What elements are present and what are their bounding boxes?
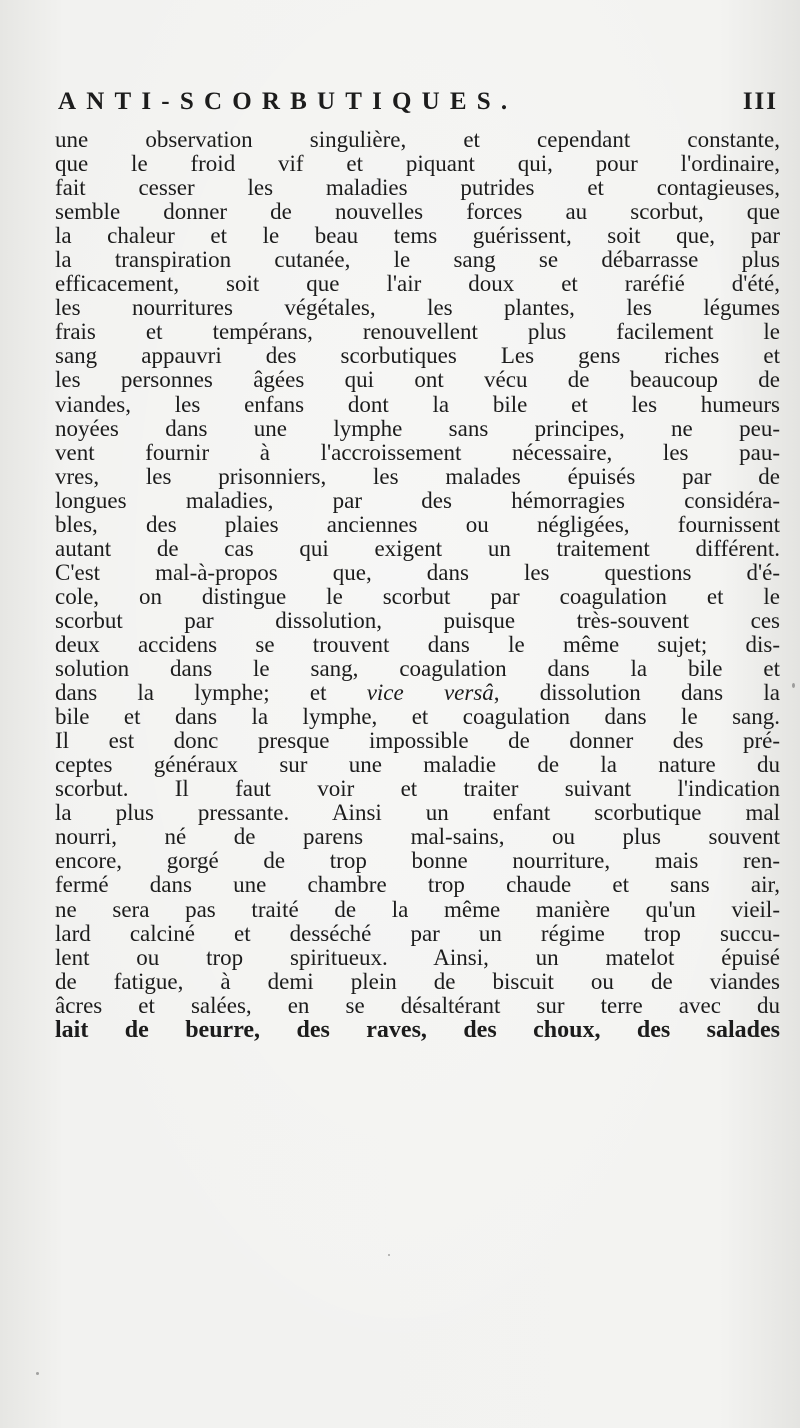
text-line: âcres et salées, en se désaltérant sur terre avec du	[55, 992, 780, 1018]
text-line: vres, les prisonniers, les malades épuisés par de	[55, 463, 780, 489]
text-line: scorbut par dissolution, puisque très-souvent ces	[55, 607, 780, 633]
text-line: une observation singulière, et cependant constante,	[55, 127, 780, 152]
text-line: les personnes âgées qui ont vécu de beaucoup de	[55, 367, 780, 393]
paper-speck	[36, 1372, 39, 1375]
text-line: bles, des plaies anciennes ou négligées, fournissent	[55, 511, 780, 537]
text-line: vent fournir à l'accroissement nécessaire, les pau-	[55, 439, 780, 465]
text-line: fermé dans une chambre trop chaude et sans air,	[55, 872, 780, 898]
text-line: frais et tempérans, renouvellent plus facilement le	[55, 319, 780, 345]
text-line: lard calciné et desséché par un régime trop succu-	[55, 920, 780, 946]
text-line: scorbut. Il faut voir et traiter suivant l'indication	[55, 776, 780, 802]
text-line: noyées dans une lymphe sans principes, ne peu-	[55, 415, 780, 441]
text-line: viandes, les enfans dont la bile et les humeurs	[55, 391, 780, 417]
text-line: lait de beurre, des raves, des choux, des salades	[55, 1016, 780, 1043]
text-line: la chaleur et le beau tems guérissent, soit que, par	[55, 223, 780, 249]
text-line: la plus pressante. Ainsi un enfant scorbutique mal	[55, 800, 780, 826]
paper-speck	[792, 683, 795, 688]
text-line: cole, on distingue le scorbut par coagulation et le	[55, 583, 780, 609]
text-line: Il est donc presque impossible de donner des pré-	[55, 728, 780, 754]
text-line: lent ou trop spiritueux. Ainsi, un matelot épuisé	[55, 944, 780, 970]
paper-speck	[388, 1254, 390, 1256]
text-line: que le froid vif et piquant qui, pour l'ordinaire,	[55, 151, 780, 177]
text-line: efficacement, soit que l'air doux et raréfié d'été,	[55, 271, 780, 297]
text-line: de fatigue, à demi plein de biscuit ou de viandes	[55, 968, 780, 994]
text-line: bile et dans la lymphe, et coagulation dans le sang.	[55, 704, 780, 730]
text-line: deux accidens se trouvent dans le même sujet; dis-	[55, 631, 780, 657]
page-number: III	[742, 88, 778, 115]
body-text	[55, 128, 780, 1042]
text-line: fait cesser les maladies putrides et contagieuses,	[55, 175, 780, 201]
text-line: sang appauvri des scorbutiques Les gens riches et	[55, 343, 780, 369]
text-line: encore, gorgé de trop bonne nourriture, mais ren-	[55, 848, 780, 874]
text-line: solution dans le sang, coagulation dans la bile et	[55, 656, 780, 682]
page-header	[58, 88, 778, 124]
text-line: la transpiration cutanée, le sang se débarrasse plus	[55, 247, 780, 273]
text-line: semble donner de nouvelles forces au scorbut, que	[55, 199, 780, 225]
italic-phrase: vice versâ	[366, 680, 494, 706]
text-line: C'est mal-à-propos que, dans les questions d'é-	[55, 559, 780, 585]
text-line: ne sera pas traité de la même manière qu'un vieil-	[55, 896, 780, 922]
text-line: les nourritures végétales, les plantes, les légumes	[55, 295, 780, 321]
text-line: ceptes généraux sur une maladie de la nature du	[55, 752, 780, 778]
text-line: dans la lymphe; et vice versâ, dissolution dans la	[55, 680, 780, 706]
text-line: nourri, né de parens mal-sains, ou plus souvent	[55, 824, 780, 850]
running-head: ANTI-SCORBUTIQUES.	[58, 88, 518, 115]
text-line: longues maladies, par des hémorragies considéra-	[55, 487, 780, 513]
text-line: autant de cas qui exigent un traitement différent.	[55, 535, 780, 561]
